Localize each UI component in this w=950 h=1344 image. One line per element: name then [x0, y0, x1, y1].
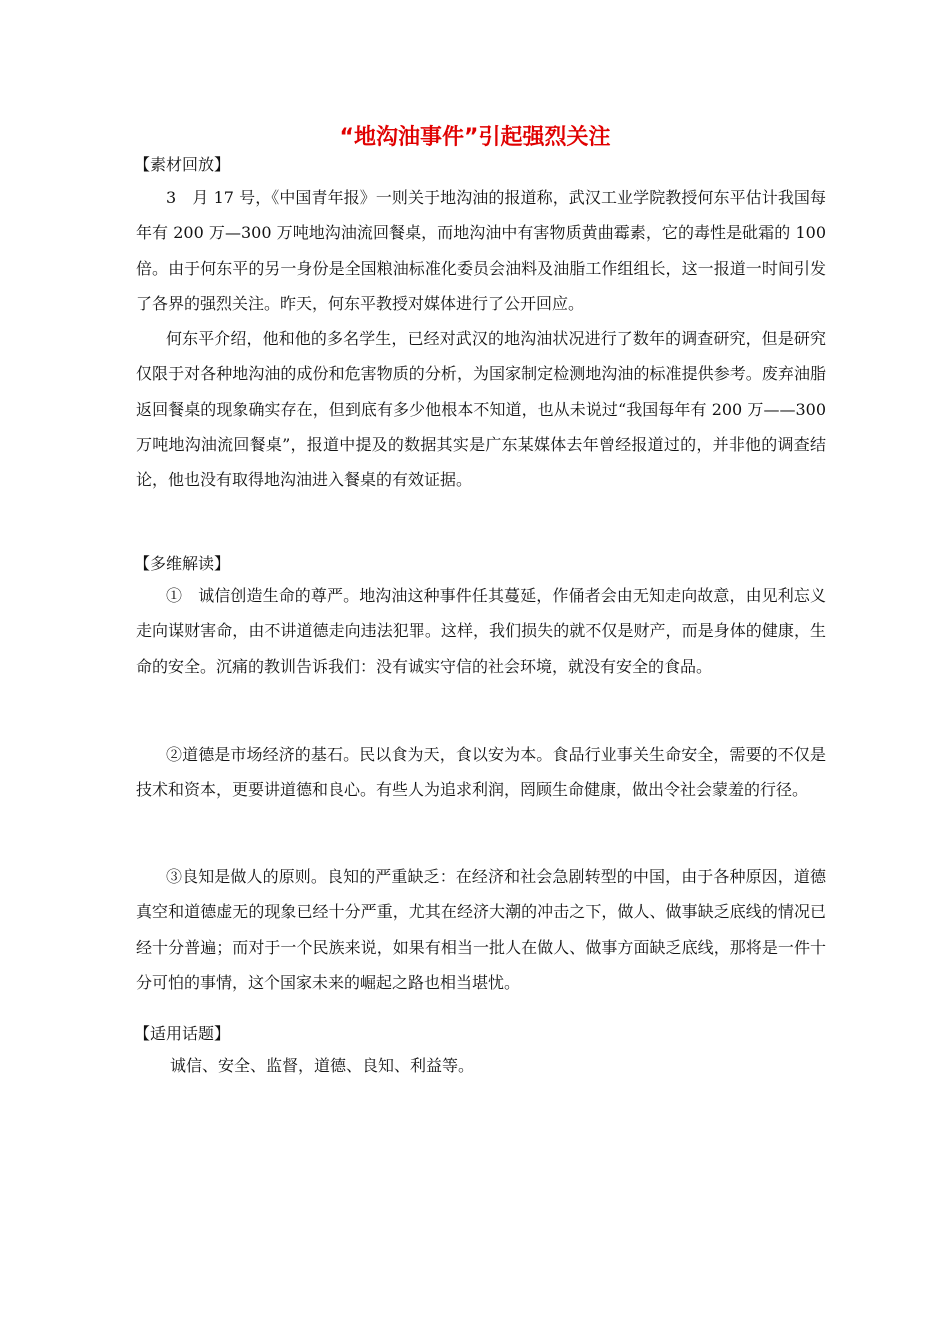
section-heading-topics: 【适用话题】	[134, 1024, 231, 1043]
material-paragraph-1: 3 月 17 号，《中国青年报》一则关于地沟油的报道称，武汉工业学院教授何东平估计我国每年有 200 万—300 万吨地沟油流回餐桌，而地沟油中有害物质黄曲霉素，它的毒性是砒霜的 100 倍。由于何东平的另一身份是全国粮油标准化委员会油料及油脂工作组组长，这一报道一时间引发了各界的强烈关注。昨天，何东平教授对媒体进行了公开回应。	[136, 188, 826, 313]
interpretation-paragraph-2: ②道德是市场经济的基石。民以食为天，食以安为本。食品行业事关生命安全，需要的不仅是技术和资本，更要讲道德和良心。有些人为追求利润，罔顾生命健康，做出令社会蒙羞的行径。	[136, 745, 826, 800]
interpretation-paragraph-1: ① 诚信创造生命的尊严。地沟油这种事件任其蔓延，作俑者会由无知走向故意，由见利忘义走向谋财害命，由不讲道德走向违法犯罪。这样，我们损失的就不仅是财产，而是身体的健康，生命的安全。沉痛的教训告诉我们：没有诚实守信的社会环境，就没有安全的食品。	[136, 586, 826, 676]
material-paragraph-2: 何东平介绍，他和他的多名学生，已经对武汉的地沟油状况进行了数年的调查研究，但是研究仅限于对各种地沟油的成份和危害物质的分析，为国家制定检测地沟油的标准提供参考。废弃油脂返回餐桌的现象确实存在，但到底有多少他根本不知道，也从未说过“我国每年有 200 万——300 万吨地沟油流回餐桌”，报道中提及的数据其实是广东某媒体去年曾经报道过的，并非他的调查结论，他也没有取得地沟油进入餐桌的有效证据。	[136, 329, 826, 490]
section-heading-interpretation: 【多维解读】	[134, 554, 231, 573]
document-title: “地沟油事件”引起强烈关注	[339, 125, 611, 150]
interpretation-paragraph-3: ③良知是做人的原则。良知的严重缺乏：在经济和社会急剧转型的中国，由于各种原因，道德真空和道德虚无的现象已经十分严重，尤其在经济大潮的冲击之下，做人、做事缺乏底线的情况已经十分普遍；而对于一个民族来说，如果有相当一批人在做人、做事方面缺乏底线，那将是一件十分可怕的事情，这个国家未来的崛起之路也相当堪忧。	[136, 867, 826, 992]
section-heading-material: 【素材回放】	[134, 155, 231, 174]
applicable-topics: 诚信、安全、监督，道德、良知、利益等。	[170, 1056, 475, 1075]
